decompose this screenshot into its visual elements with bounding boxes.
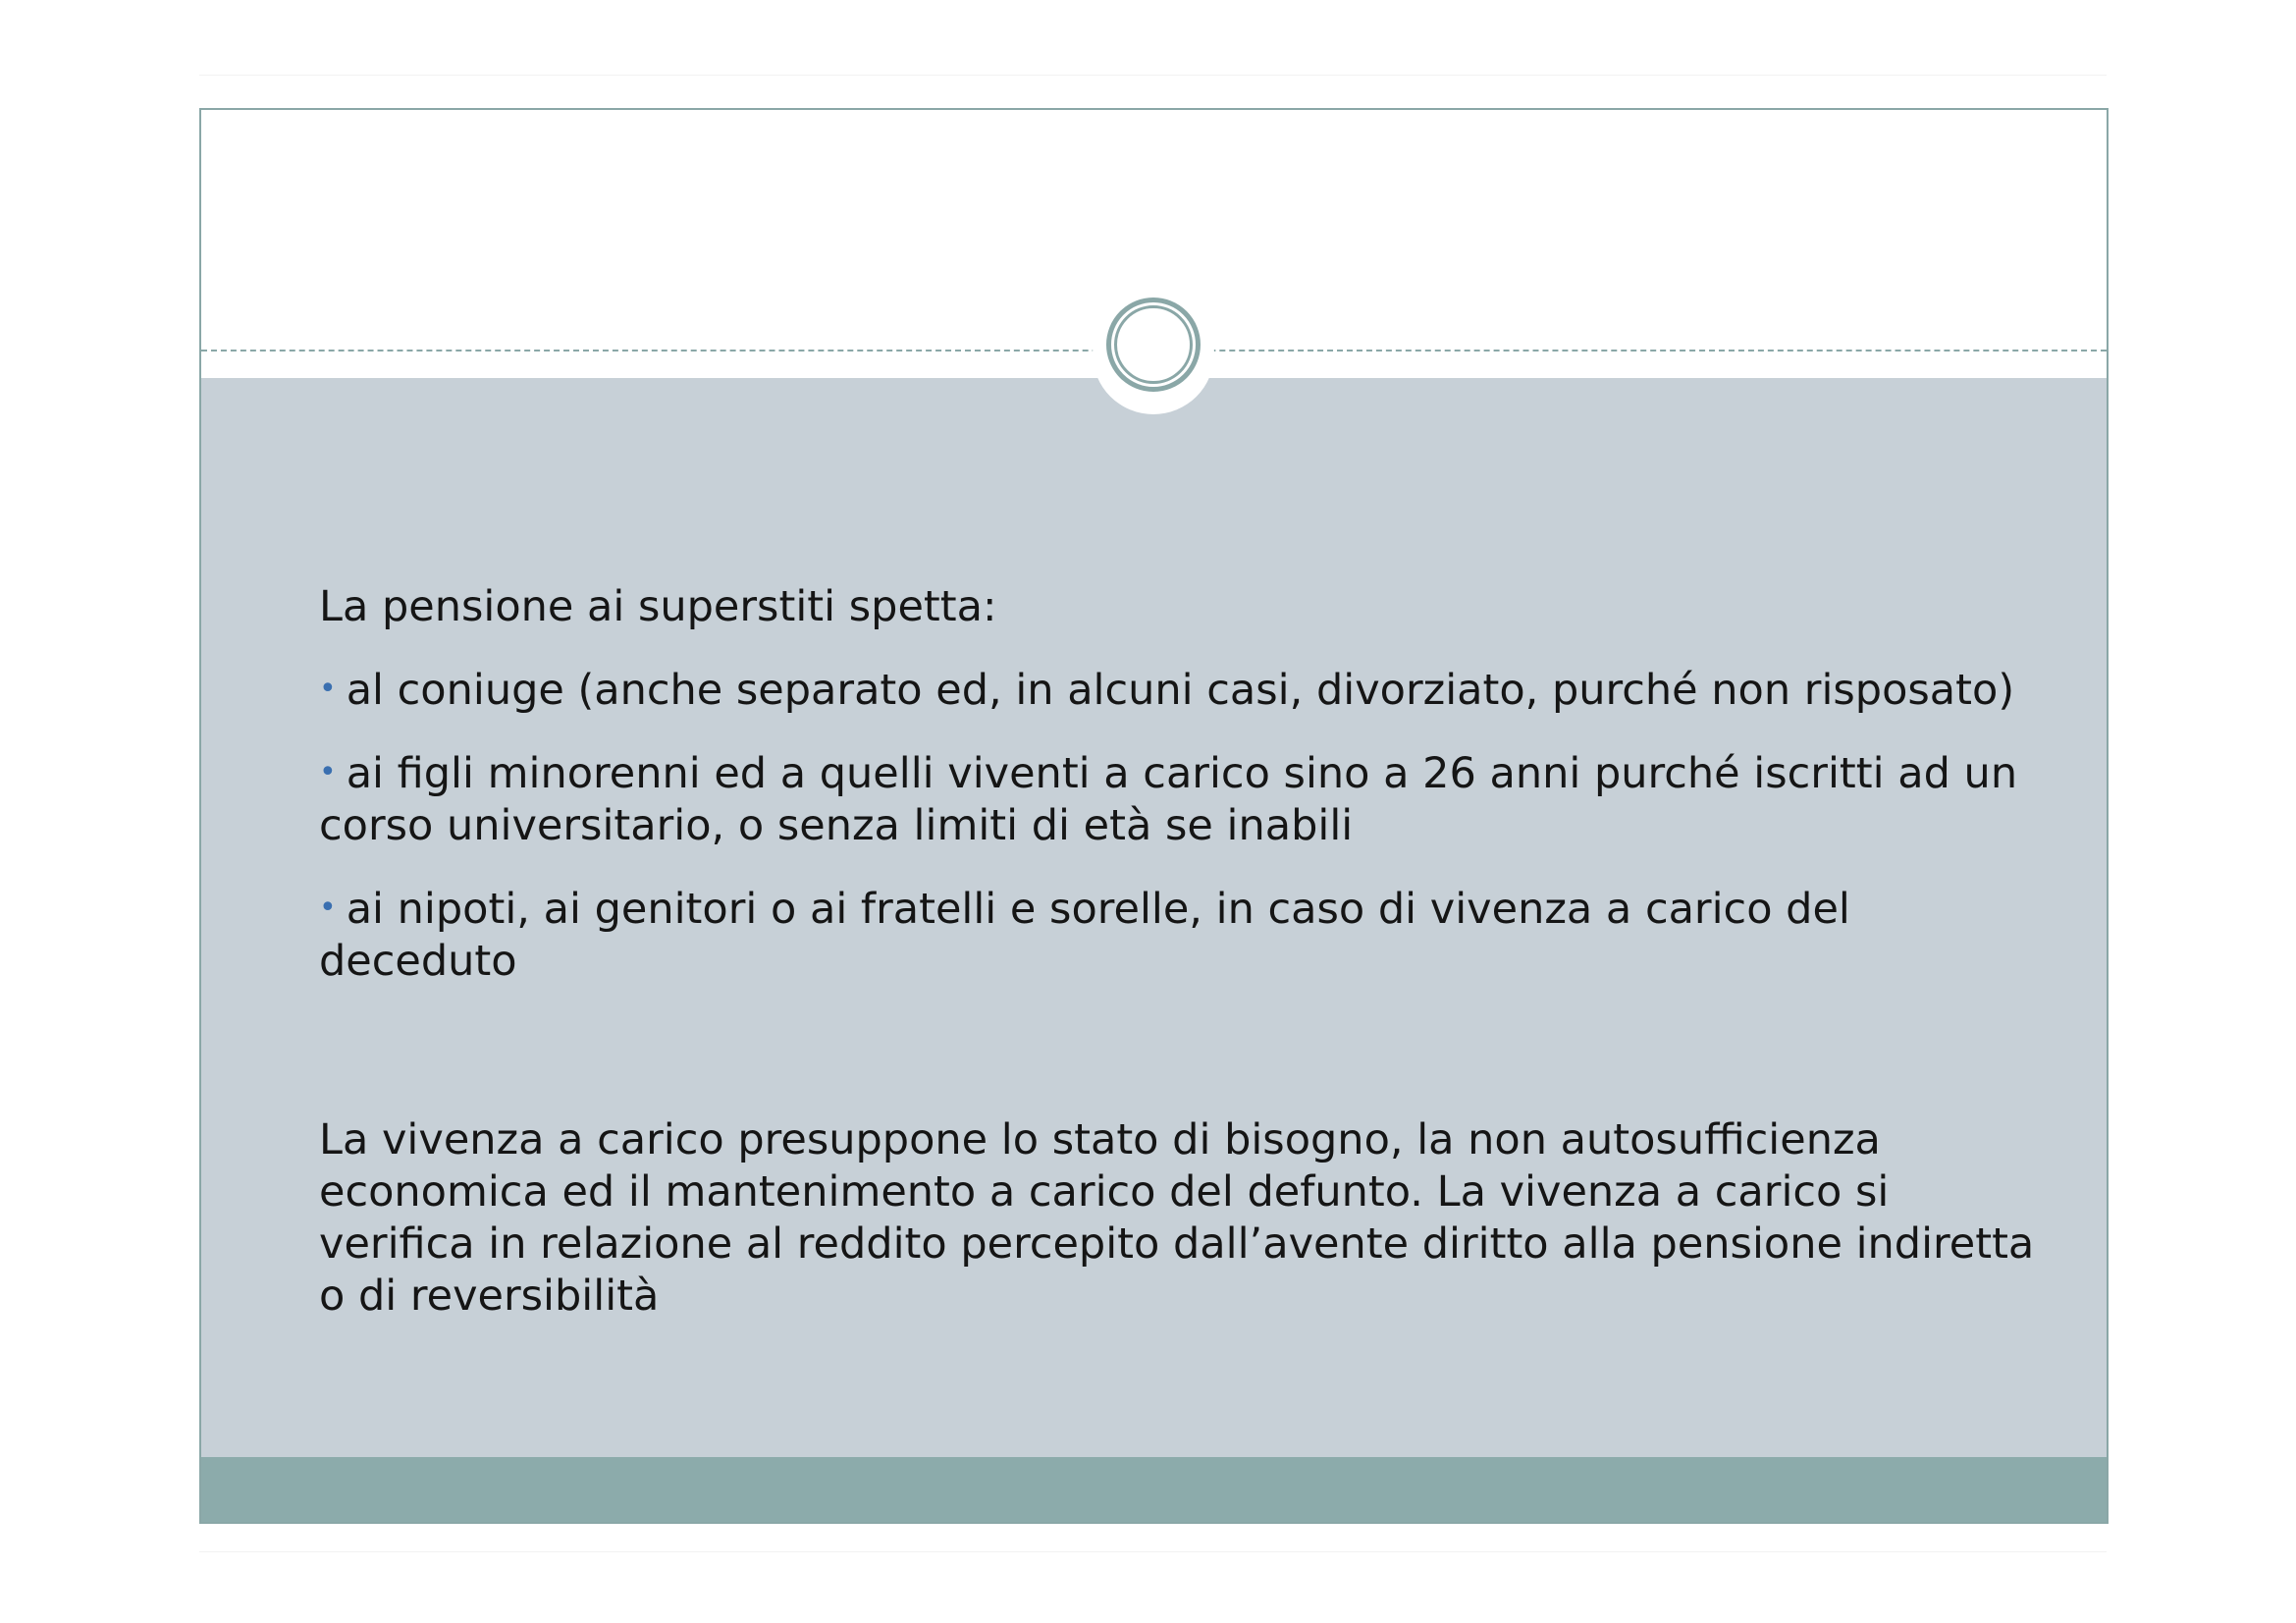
top-page-rule — [199, 75, 2107, 76]
footer-band — [201, 1457, 2107, 1522]
bullet-dot-icon: • — [319, 891, 337, 925]
bullet-text: al coniuge (anche separato ed, in alcuni casi, divorziato, purché non risposato) — [346, 666, 2015, 715]
bullet-item — [319, 882, 2047, 988]
slide — [199, 108, 2109, 1524]
spacer — [319, 1017, 2047, 1114]
bullet-text: ai nipoti, ai genitori o ai fratelli e sorelle, in caso di vivenza a carico del deceduto — [319, 885, 1850, 986]
bottom-page-rule — [199, 1551, 2107, 1552]
bullet-dot-icon: • — [319, 672, 337, 706]
bullet-item — [319, 746, 2047, 852]
intro-text: La pensione ai superstiti spetta: — [319, 582, 997, 631]
bullet-dot-icon: • — [319, 755, 337, 789]
bullet-item — [319, 663, 2047, 717]
closing-paragraph: La vivenza a carico presuppone lo stato di bisogno, la non autosufficienza economica ed il mantenimento a carico del defunto. La vivenza a carico si verifica in relazione al reddito percepito dall’avente diritto alla pensione indiretta o di reversibilità — [319, 1115, 2035, 1321]
slide-content — [319, 581, 2047, 1323]
circle-ornament-inner-icon — [1114, 305, 1193, 384]
bullet-text: ai figli minorenni ed a quelli viventi a carico sino a 26 anni purché iscritti ad un corso universitario, o senza limiti di età se inabili — [319, 749, 2018, 850]
